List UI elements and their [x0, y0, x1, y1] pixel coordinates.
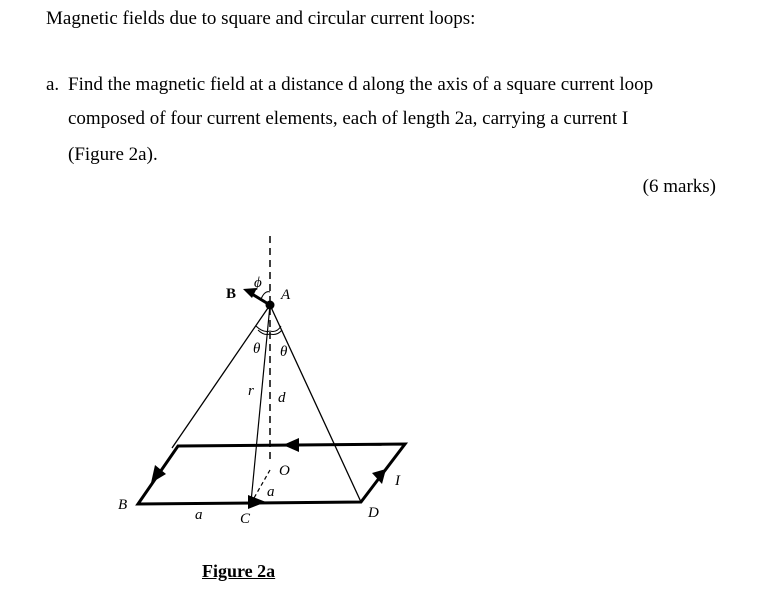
b-field-vector	[252, 294, 270, 305]
label-D: D	[368, 505, 379, 521]
current-arrow-right	[372, 469, 386, 484]
phi-arc	[261, 292, 270, 299]
label-b-field: B	[226, 286, 237, 302]
label-I: I	[395, 473, 400, 489]
label-O: O	[279, 463, 290, 479]
label-C: C	[240, 511, 251, 527]
label-A: A	[281, 287, 291, 303]
label-a-inner: a	[267, 484, 275, 500]
question-line-1: Find the magnetic field at a distance d along the axis of a square current loop	[68, 74, 654, 95]
figure-caption: Figure 2a	[202, 561, 276, 581]
label-B-corner: B	[118, 497, 128, 513]
label-a-edge: a	[195, 507, 203, 523]
label-d: d	[278, 390, 286, 406]
question-letter: a.	[46, 74, 60, 95]
label-phi: ϕ	[254, 275, 262, 291]
current-arrow-top	[283, 438, 299, 452]
current-arrow-bottom	[248, 495, 266, 509]
question-line-2: composed of four current elements, each of length 2a, carrying a current I	[68, 108, 629, 129]
section-heading: Magnetic fields due to square and circular current loops:	[46, 8, 476, 29]
label-theta-left: θ	[253, 341, 261, 357]
label-theta-right: θ	[280, 344, 288, 360]
edge-A-to-B	[172, 305, 270, 448]
question-line-3: (Figure 2a).	[68, 144, 158, 165]
label-r: r	[248, 383, 254, 399]
marks-label: (6 marks)	[642, 176, 716, 197]
theta-arc-right-2	[270, 326, 281, 331]
